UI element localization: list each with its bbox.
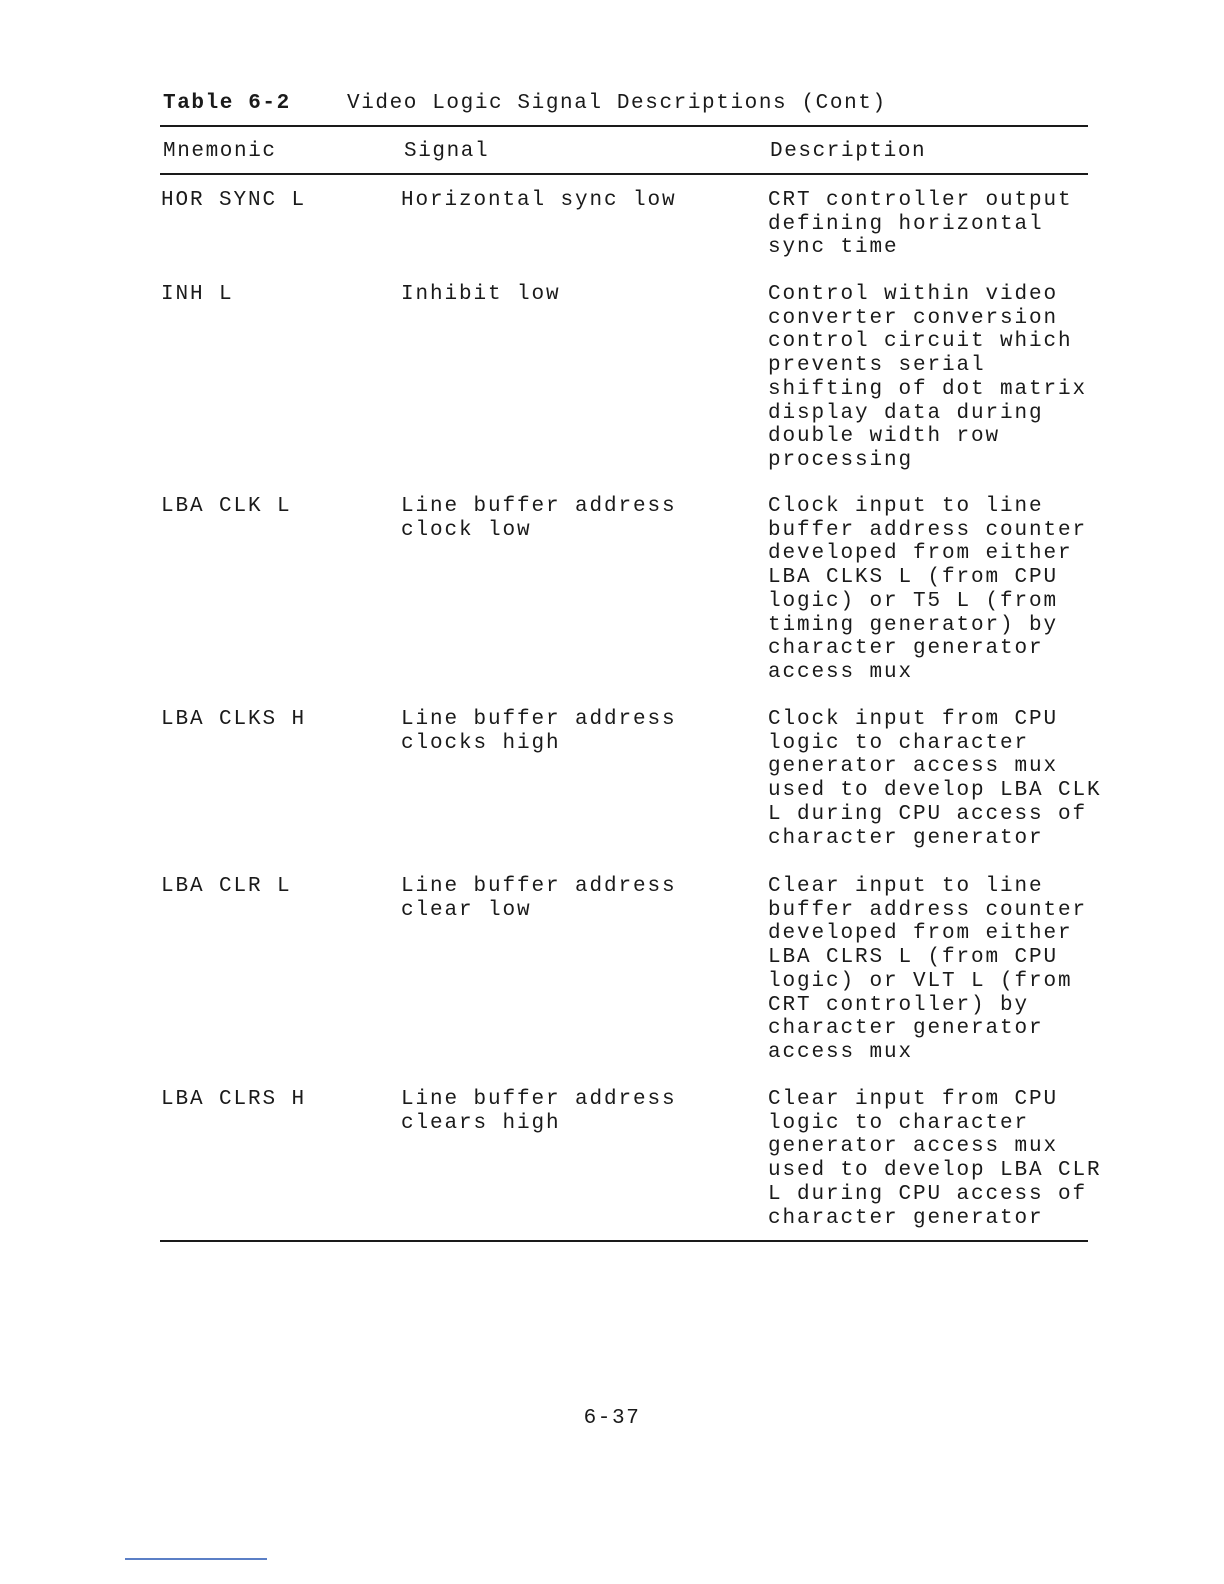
cell-mnemonic: HOR SYNC L [161, 189, 307, 212]
column-header-description: Description [770, 140, 927, 163]
cell-signal: Line buffer address clocks high [401, 708, 677, 755]
column-header-mnemonic: Mnemonic [163, 140, 277, 163]
cell-description: Clear input to line buffer address counter developed from either LBA CLRS L (from CPU logic) or VLT L (from CRT controller) by character generator access mux [768, 875, 1088, 1064]
scan-artifact-line [125, 1558, 267, 1560]
table-title: Video Logic Signal Descriptions (Cont) [347, 92, 887, 115]
cell-signal: Horizontal sync low [401, 189, 677, 212]
cell-mnemonic: LBA CLK L [161, 495, 292, 518]
cell-description: Control within video converter conversion control circuit which prevents serial shifting of dot matrix display data during double width row processing [768, 283, 1088, 472]
cell-signal: Inhibit low [401, 283, 561, 306]
cell-description: Clock input from CPU logic to character generator access mux used to develop LBA CLK L during CPU access of character generator [768, 708, 1102, 850]
table-caption [163, 92, 887, 115]
header-rule [160, 173, 1088, 175]
cell-signal: Line buffer address clear low [401, 875, 677, 922]
table-top-rule [160, 125, 1088, 127]
cell-mnemonic: LBA CLKS H [161, 708, 307, 731]
column-header-signal: Signal [404, 140, 490, 163]
page-number: 6-37 [583, 1407, 641, 1430]
cell-description: Clear input from CPU logic to character generator access mux used to develop LBA CLR L during CPU access of character generator [768, 1088, 1102, 1230]
cell-signal: Line buffer address clears high [401, 1088, 677, 1135]
table-bottom-rule [160, 1240, 1088, 1242]
cell-signal: Line buffer address clock low [401, 495, 677, 542]
cell-description: CRT controller output defining horizontal sync time [768, 189, 1073, 260]
cell-mnemonic: LBA CLRS H [161, 1088, 307, 1111]
cell-mnemonic: LBA CLR L [161, 875, 292, 898]
cell-mnemonic: INH L [161, 283, 234, 306]
table-number: Table 6-2 [163, 92, 291, 115]
cell-description: Clock input to line buffer address counter developed from either LBA CLKS L (from CPU logic) or T5 L (from timing generator) by character generator access mux [768, 495, 1088, 684]
